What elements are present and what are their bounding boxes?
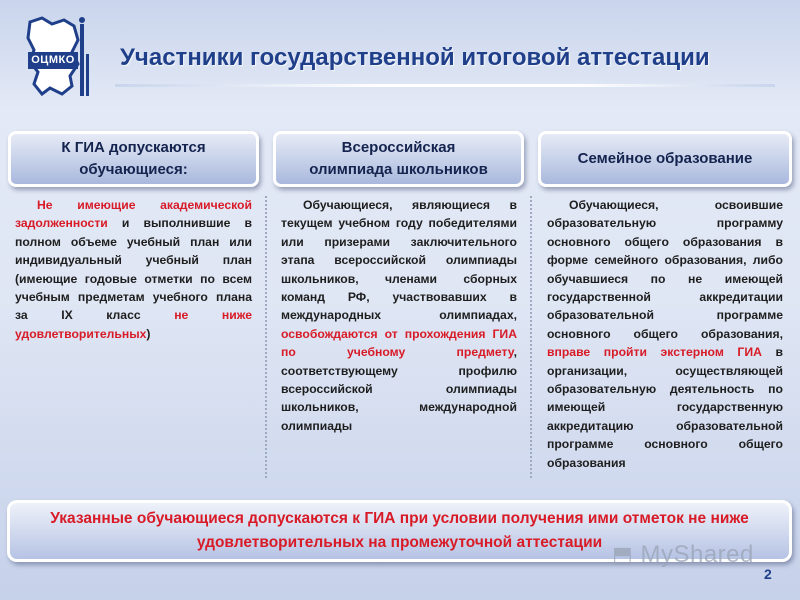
column-header-admission bbox=[8, 131, 259, 187]
column-header-olympiad bbox=[273, 131, 524, 187]
body-text: Обучающиеся, являющиеся в текущем учебном году победителями или призерами заключительного этапа всероссийской олимпиады школьников, членами сборных команд РФ, участвовавших в международных олимпиадах, bbox=[281, 198, 517, 323]
highlight-text: вправе пройти экстерном ГИА bbox=[547, 345, 762, 360]
bottom-note-text: Указанные обучающиеся допускаются к ГИА при условии получения ими отметок не ниже удовлетворительных на промежуточной аттестации bbox=[50, 510, 749, 551]
page-title: Участники государственной итоговой аттестации bbox=[120, 44, 710, 71]
body-text: Обучающиеся, освоившие образовательную программу основного общего образования в форме семейного образования, либо обучавшиеся по не имеющей государственной аккредитации образовательной программе основного общего образования, bbox=[547, 198, 783, 341]
column-body-olympiad bbox=[281, 196, 517, 435]
watermark bbox=[612, 541, 754, 569]
watermark-text: MyShared bbox=[640, 541, 754, 568]
column-header-label: К ГИА допускаются обучающиеся: bbox=[61, 139, 206, 178]
body-text: и выполнившие в полном объеме учебный план или индивидуальный учебный план (имеющие годовые отметки по всем учебным предметам учебного плана за IX класс bbox=[15, 216, 252, 323]
column-body-family-education bbox=[547, 196, 783, 472]
body-text: ) bbox=[146, 326, 151, 341]
ocmko-logo bbox=[22, 14, 96, 98]
page-number: 2 bbox=[764, 566, 772, 582]
column-divider bbox=[530, 196, 532, 478]
column-header-label: Всероссийская олимпиада школьников bbox=[309, 139, 488, 178]
body-text: , соответствующему профилю всероссийской олимпиады школьников, международной олимпиады bbox=[281, 345, 517, 433]
column-header-label: Семейное образование bbox=[577, 150, 753, 168]
logo-text: ОЦМКО bbox=[28, 52, 78, 69]
column-header-family-education bbox=[538, 131, 792, 187]
body-text: в организации, осуществляющей образовательную деятельность по имеющей государственную аккредитацию образовательной программе основного общего образования bbox=[547, 345, 783, 470]
title-underline bbox=[115, 84, 775, 87]
watermark-icon: ⬒ bbox=[612, 542, 634, 567]
column-body-admission bbox=[15, 196, 252, 343]
highlight-text: не ниже удовлетворительных bbox=[15, 308, 252, 341]
highlight-text: освобождаются от прохождения ГИА по учебному предмету bbox=[281, 326, 517, 360]
column-divider bbox=[265, 196, 267, 478]
highlight-text: Не имеющие академической задолженности bbox=[15, 198, 252, 231]
